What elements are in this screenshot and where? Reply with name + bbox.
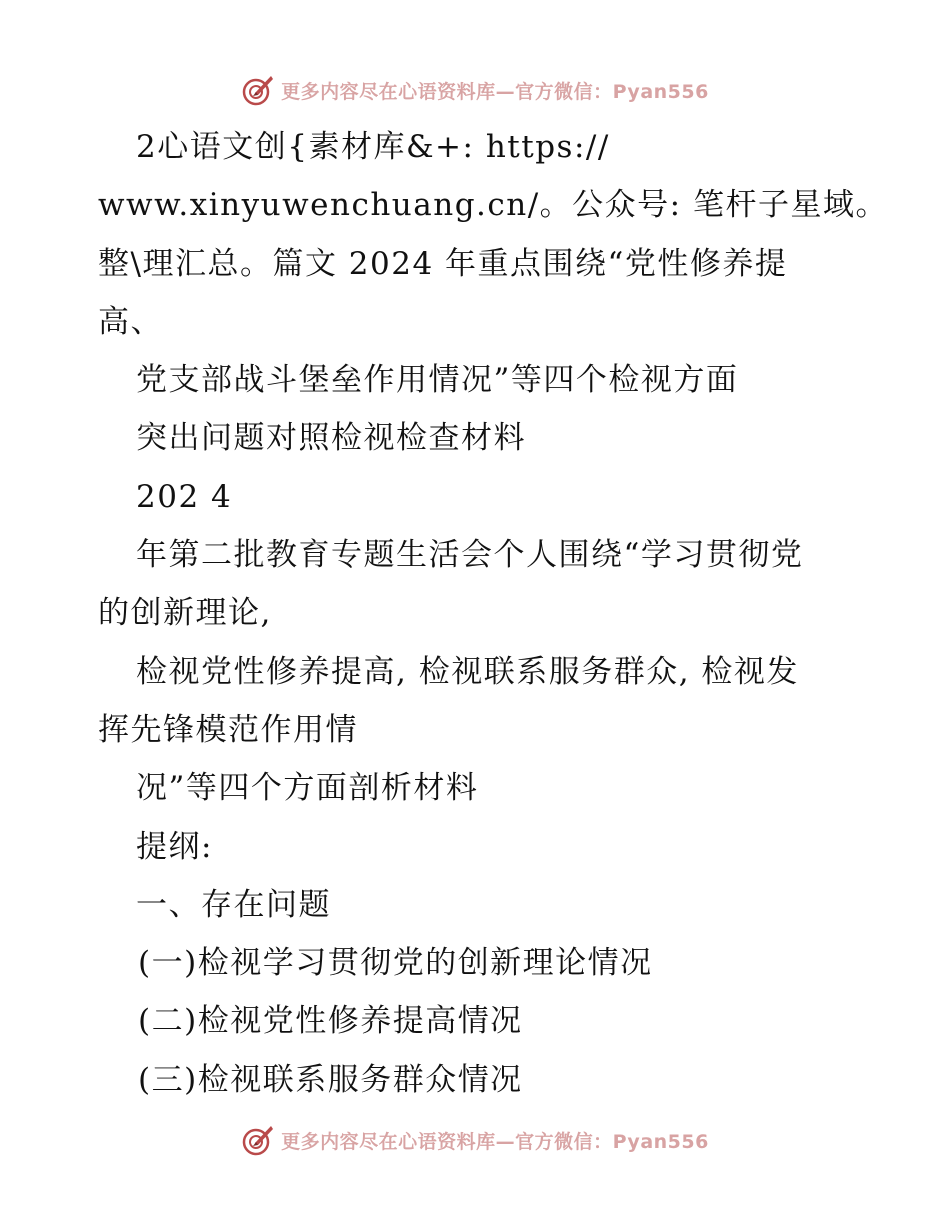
text-line: 年第二批教育专题生活会个人围绕“学习贯彻党 xyxy=(136,537,804,574)
text-line: 整\理汇总。篇文 2024 年重点围绕“党性修养提 xyxy=(98,245,788,282)
watermark-text: 更多内容尽在心语资料库—官方微信：Pyan556 xyxy=(281,1130,709,1153)
text-line: www.xinyuwenchuang.cn/。公众号: 笔杆子星域。 xyxy=(98,187,888,224)
text-line: 检视党性修养提高, 检视联系服务群众, 检视发 xyxy=(136,653,799,690)
quill-pen-logo-icon xyxy=(241,73,275,107)
text-line: 的创新理论, xyxy=(98,595,272,632)
watermark-text: 更多内容尽在心语资料库—官方微信：Pyan556 xyxy=(281,80,709,103)
text-line: 2心语文创{素材库&+: https:// xyxy=(136,129,610,165)
document-body xyxy=(98,118,888,1109)
subsection-heading: (二)检视党性修养提高情况 xyxy=(138,1003,523,1040)
text-line: 提纲: xyxy=(136,828,213,865)
subsection-heading: (一)检视学习贯彻党的创新理论情况 xyxy=(138,945,653,982)
section-heading: 一、存在问题 xyxy=(136,886,331,923)
text-line: 挥先锋模范作用情 xyxy=(98,711,358,748)
quill-pen-logo-icon xyxy=(241,1123,275,1157)
text-line: 党支部战斗堡垒作用情况”等四个检视方面 xyxy=(136,362,739,399)
text-line: 202 4 xyxy=(136,478,233,515)
text-line: 况”等四个方面剖析材料 xyxy=(136,770,479,807)
text-line: 高、 xyxy=(98,303,163,340)
text-line: 突出问题对照检视检查材料 xyxy=(136,420,526,457)
subsection-heading: (三)检视联系服务群众情况 xyxy=(138,1061,523,1098)
header-watermark-banner xyxy=(0,68,950,112)
footer-watermark-banner xyxy=(0,1118,950,1162)
